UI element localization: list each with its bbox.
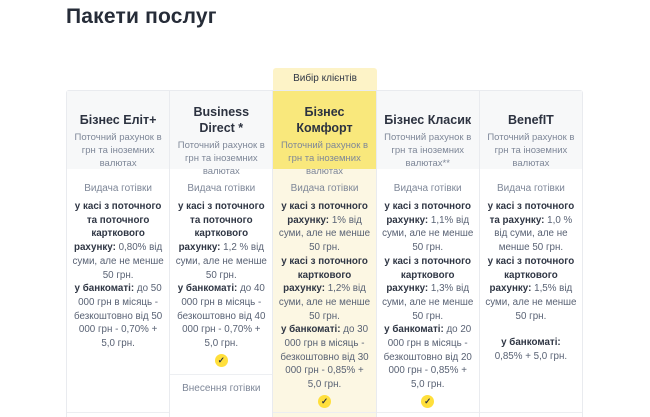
plan-card-biznes-komfort-featured	[273, 91, 376, 417]
row-divider	[170, 374, 272, 375]
fee-item: у касі з поточного карткового рахунку: 1,3% від суми, але не менше 50 грн.	[382, 255, 474, 322]
section-label-withdrawal: Видача готівки	[393, 183, 462, 194]
plan-fee-details	[175, 200, 267, 351]
fee-item: у банкоматі: до 50 000 грн в місяць - безкоштовно від 50 000 грн - 0,70% + 5,0 грн.	[73, 283, 163, 350]
plan-name: Бізнес Комфорт	[296, 104, 353, 135]
plan-card-business-direct	[170, 91, 273, 417]
fee-item: у банкоматі: до 40 000 грн в місяць - безкоштовно від 40 000 грн - 0,70% + 5,0 грн.	[177, 283, 266, 350]
fee-item: у касі з поточного рахунку: 1% від суми, але не менше 50 грн.	[278, 201, 371, 254]
section-label-withdrawal: Видача готівки	[84, 183, 153, 194]
fee-item: у касі з поточного рахунку: 1,1% від суми, але не менше 50 грн.	[382, 201, 474, 254]
plan-fee-details	[485, 200, 577, 364]
page-title: Пакети послуг	[66, 5, 217, 28]
fee-item: у касі з поточного та рахунку: 1,0 % від суми, але не менше 50 грн.	[487, 201, 575, 254]
fee-item: у касі з поточного карткового рахунку: 1,2% від суми, але не менше 50 грн.	[278, 255, 371, 322]
plan-fee-details	[278, 200, 370, 392]
check-icon: ✓	[421, 395, 434, 408]
section-label-deposit: Внесення готівки	[182, 383, 261, 394]
row-divider	[377, 412, 479, 413]
plan-card-biznes-klasyk	[377, 91, 480, 417]
section-label-withdrawal: Видача готівки	[497, 183, 565, 194]
plan-card-biznes-elit	[67, 91, 170, 417]
plan-name: Бізнес Еліт+	[79, 112, 157, 127]
pricing-table	[66, 90, 583, 417]
fee-item: у касі з поточного карткового рахунку: 1,5% від суми, але не менше 50 грн.	[485, 255, 577, 322]
fee-item: у касі з поточного та поточного карткового рахунку: 1,2 % від суми, але не менше 50 грн.	[175, 201, 267, 281]
plan-name: Бізнес Класик	[384, 112, 472, 127]
row-divider	[480, 412, 582, 413]
plan-name: Business Direct *	[193, 104, 250, 135]
fee-item: у касі з поточного та поточного карткового рахунку: 0,80% від суми, але не менше 50 грн.	[72, 201, 164, 281]
plan-fee-details	[72, 200, 164, 351]
row-divider	[273, 412, 375, 413]
plan-card-benefit	[480, 91, 582, 417]
plan-subtitle: Поточний рахунок в грн та іноземних валютах	[74, 131, 162, 170]
fee-item: у банкоматі: до 30 000 грн в місяць - безкоштовно від 30 000 грн - 0,85% + 5,0 грн.	[280, 324, 369, 391]
fee-item: у банкоматі: до 20 000 грн в місяць - безкоштовно від 20 000 грн - 0,85% + 5,0 грн.	[383, 324, 472, 391]
featured-badge: Вибір клієнтів	[273, 68, 377, 90]
fee-item: у банкоматі: 0,85% + 5,0 грн.	[494, 337, 568, 363]
plan-subtitle: Поточний рахунок в грн та іноземних валютах**	[384, 131, 472, 170]
plan-subtitle: Поточний рахунок в грн та іноземних валютах	[280, 140, 369, 178]
check-icon: ✓	[318, 395, 331, 408]
plan-fee-details	[382, 200, 474, 392]
plan-name: BenefIT	[507, 112, 554, 127]
section-label-withdrawal: Видача готівки	[290, 183, 359, 194]
row-divider	[67, 412, 169, 413]
plan-subtitle: Поточний рахунок в грн та іноземних валютах	[177, 140, 265, 178]
plan-subtitle: Поточний рахунок в грн та іноземних валютах	[487, 131, 575, 170]
section-label-withdrawal: Видача готівки	[187, 183, 256, 194]
check-icon: ✓	[215, 354, 228, 367]
